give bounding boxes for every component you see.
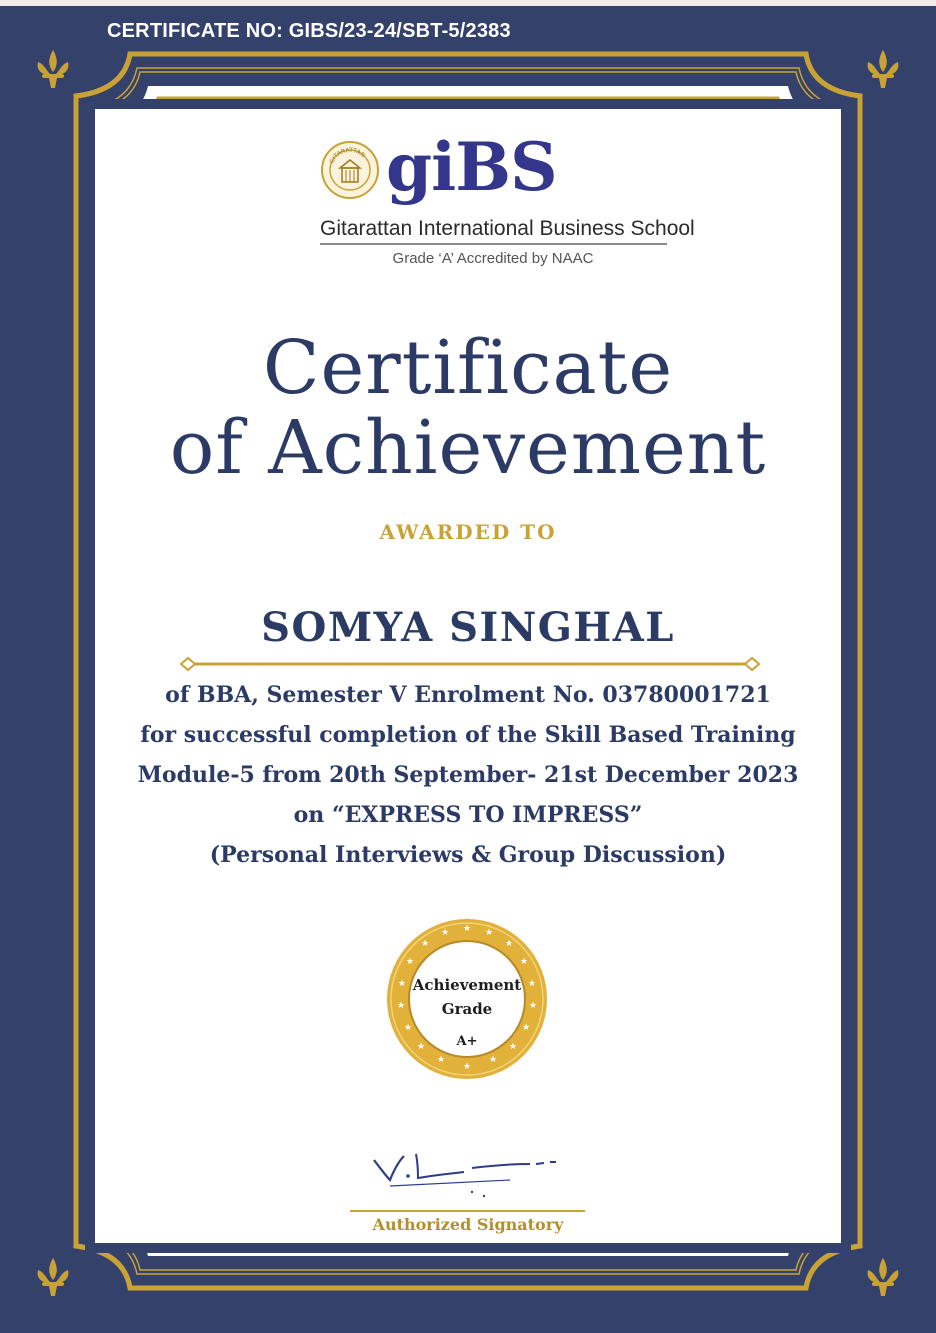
recipient-name: SOMYA SINGHAL — [261, 604, 675, 651]
svg-text:★: ★ — [397, 979, 407, 989]
svg-text:★: ★ — [405, 957, 415, 967]
svg-text:★: ★ — [519, 957, 529, 967]
brand-name: giBS — [386, 128, 557, 206]
signature-image — [360, 1134, 580, 1204]
awarded-to-label: AWARDED TO — [379, 520, 557, 544]
detail-line: on “EXPRESS TO IMPRESS” — [293, 802, 643, 828]
emblem-icon — [320, 140, 380, 200]
divider — [320, 243, 667, 245]
svg-text:★: ★ — [403, 1023, 413, 1033]
certificate-page — [0, 6, 936, 1333]
svg-text:★: ★ — [436, 1055, 446, 1065]
detail-line: (Personal Interviews & Group Discussion) — [209, 842, 727, 868]
institution-name: Gitarattan International Business School — [320, 217, 695, 240]
detail-line: for successful completion of the Skill Based Training — [140, 722, 796, 748]
svg-text:★: ★ — [396, 1001, 406, 1011]
title-line-1: Certificate — [262, 325, 674, 411]
svg-text:★: ★ — [484, 928, 494, 938]
name-underline — [180, 656, 760, 672]
certificate-number: CERTIFICATE NO: GIBS/23-24/SBT-5/2383 — [107, 20, 511, 42]
detail-line: of BBA, Semester V Enrolment No. 03780001721 — [165, 682, 771, 708]
detail-line: Module-5 from 20th September- 21st December 2023 — [137, 762, 799, 788]
seal-line-1: Achievement — [412, 976, 522, 994]
svg-text:★: ★ — [416, 1042, 426, 1052]
accreditation: Grade ‘A’ Accredited by NAAC — [392, 250, 594, 267]
svg-text:★: ★ — [504, 939, 514, 949]
svg-text:★: ★ — [462, 1062, 472, 1072]
signatory-label: Authorized Signatory — [372, 1215, 564, 1234]
svg-text:★: ★ — [420, 939, 430, 949]
seal-line-2: Grade — [441, 1000, 493, 1018]
certificate-content — [0, 6, 936, 1333]
svg-text:★: ★ — [508, 1042, 518, 1052]
title-line-2: of Achievement — [169, 405, 767, 491]
institution-logo — [320, 128, 680, 214]
svg-text:★: ★ — [440, 928, 450, 938]
svg-text:★: ★ — [462, 924, 472, 934]
svg-text:★: ★ — [521, 1023, 531, 1033]
svg-text:GITARATTAN: GITARATTAN — [328, 146, 367, 165]
signature-line — [350, 1210, 585, 1212]
svg-text:★: ★ — [527, 979, 537, 989]
svg-text:★: ★ — [528, 1001, 538, 1011]
seal-grade: A+ — [456, 1034, 478, 1049]
svg-text:★: ★ — [488, 1055, 498, 1065]
achievement-seal — [372, 904, 562, 1094]
